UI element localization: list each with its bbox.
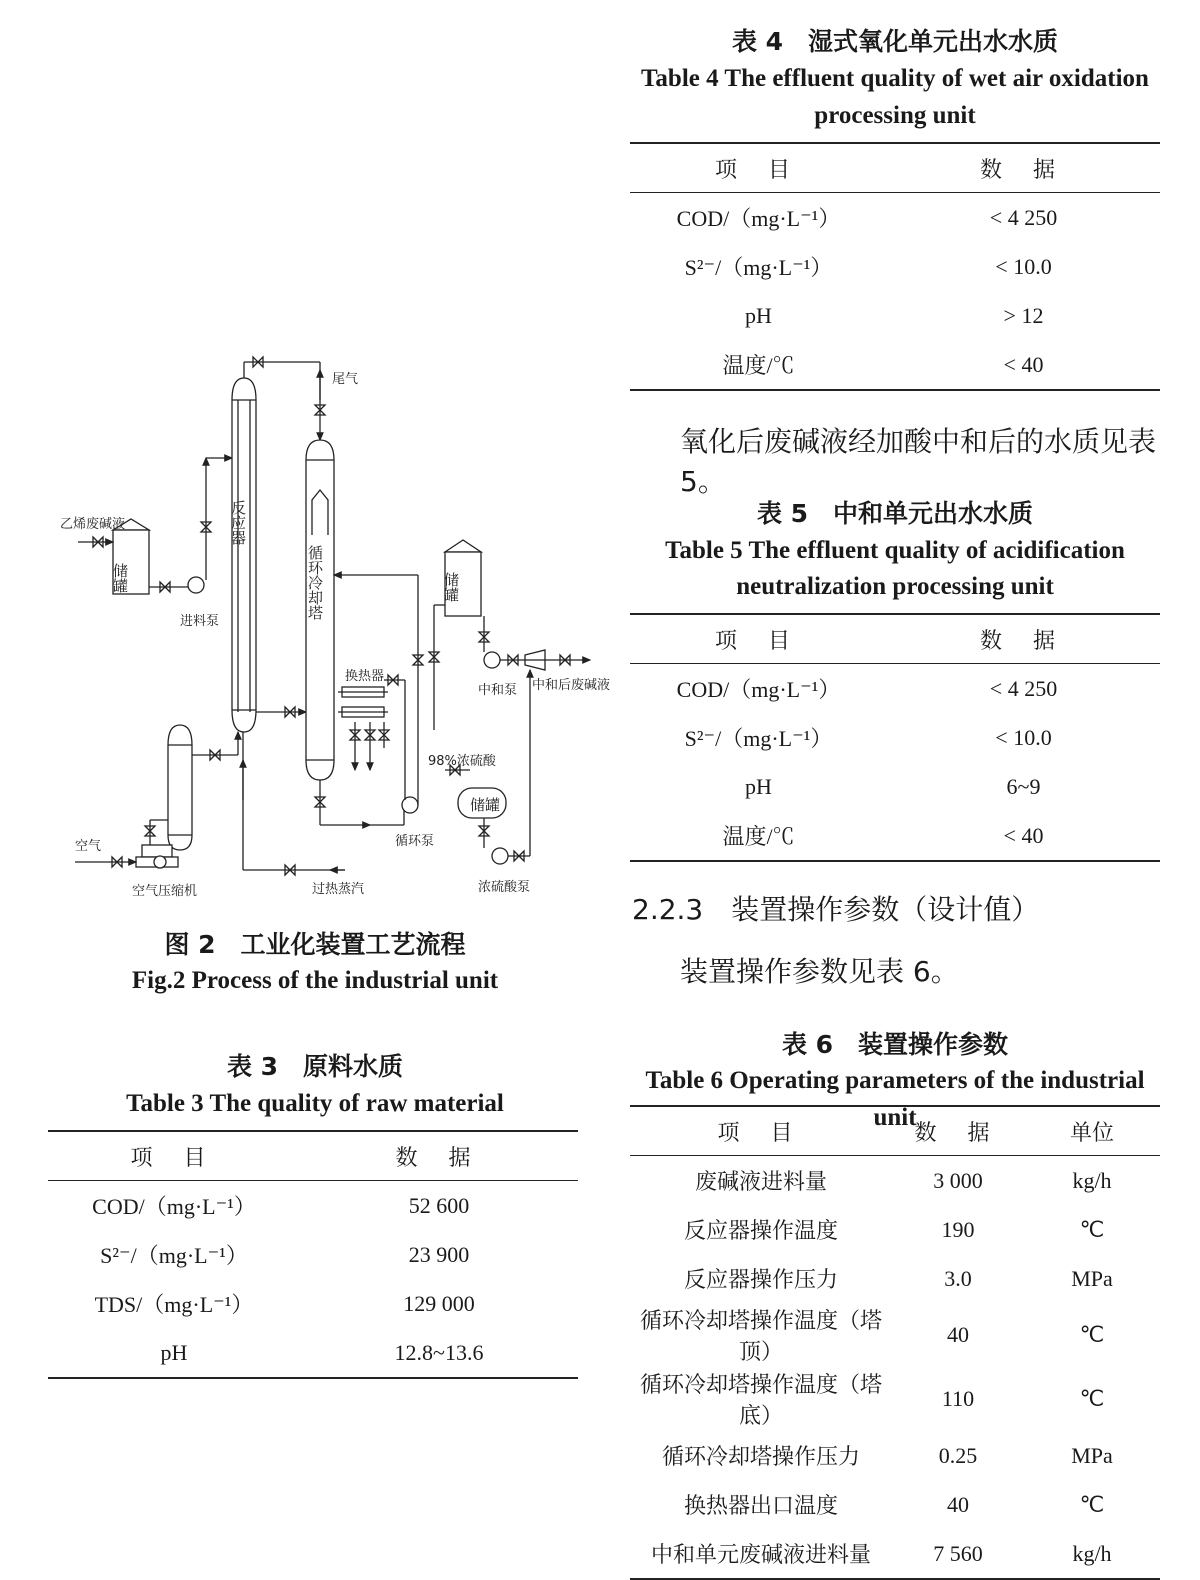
table3-cell: pH [160, 1339, 188, 1365]
table6-caption-en: Table 6 Operating parameters of the industrial unit [645, 1067, 1145, 1131]
table4-caption-en-1: Table 4 The effluent quality of wet air oxidation [641, 65, 1149, 92]
table6-cell: 循环冷却塔操作压力 [661, 1444, 860, 1469]
table5-header-item: 项 目 [630, 614, 887, 664]
air-compressor-label: 空气压缩机 [132, 884, 198, 899]
table6-cell: ℃ [1079, 1386, 1105, 1411]
table5-cell: pH [745, 773, 772, 799]
feed-pump-icon [188, 577, 204, 593]
heat-exchanger [338, 687, 388, 717]
table-row [630, 664, 1160, 714]
table5-cell: COD/（mg·L⁻¹） [676, 677, 841, 702]
table-row [630, 713, 1160, 762]
table3-cell: S²⁻/（mg·L⁻¹） [100, 1243, 248, 1268]
table6-cell: 反应器操作压力 [683, 1267, 838, 1292]
table5-cell: S²⁻/（mg·L⁻¹） [684, 726, 833, 751]
table-row [630, 1303, 1160, 1367]
table-row [630, 193, 1160, 243]
air-compressor [136, 845, 178, 868]
table3-cell: 23 900 [408, 1241, 470, 1267]
acid-tank [458, 788, 506, 818]
table-row [630, 762, 1160, 811]
ethylene-caustic-label: 乙烯废碱液 [60, 517, 126, 532]
table3-caption-en: Table 3 The quality of raw material [126, 1090, 504, 1117]
table5-header-data: 数 据 [887, 614, 1160, 664]
table6-cell: kg/h [1072, 1167, 1112, 1193]
table-row [630, 1367, 1160, 1431]
table6-cell: MPa [1071, 1442, 1113, 1468]
table6-cell: 反应器操作温度 [683, 1218, 838, 1243]
acid-pump-icon [492, 848, 508, 864]
table5-caption-en-2: neutralization processing unit [736, 573, 1054, 600]
table5-cell: 6~9 [1006, 773, 1041, 799]
acid-pump-label: 浓硫酸泵 [478, 880, 531, 895]
table-row [630, 1431, 1160, 1480]
table4-cell: 温度/℃ [722, 353, 795, 378]
table6-header-item: 项 目 [630, 1106, 892, 1156]
tail-gas-label: 尾气 [332, 372, 359, 387]
table3-header-data: 数 据 [300, 1131, 578, 1181]
table3-cell: TDS/（mg·L⁻¹） [94, 1292, 254, 1317]
table6-cell: 3 000 [933, 1167, 983, 1193]
table6-cell: 循环冷却塔操作温度（塔底） [639, 1372, 882, 1428]
feed-pump-label: 进料泵 [180, 614, 220, 629]
table6-cell: 40 [947, 1322, 969, 1347]
table6-cell: ℃ [1079, 1322, 1105, 1347]
table6-cell: 7 560 [933, 1540, 983, 1566]
table-row [630, 291, 1160, 340]
table6-cell: 废碱液进料量 [694, 1169, 827, 1194]
table-row [48, 1279, 578, 1328]
table6-cell: 190 [941, 1216, 975, 1242]
table6-cell: ℃ [1079, 1491, 1105, 1517]
table-row [48, 1230, 578, 1279]
table4-cell: pH [745, 302, 772, 328]
table3-cell: COD/（mg·L⁻¹） [92, 1194, 256, 1219]
table-row [630, 1156, 1160, 1206]
table5-cell: < 40 [1003, 822, 1044, 848]
table5-caption-cn: 表 5 中和单元出水水质 [756, 499, 1034, 528]
table-row [630, 1254, 1160, 1303]
table6-cell: 换热器出口温度 [683, 1493, 838, 1518]
neutralization-tank-label: 储罐 [442, 572, 460, 602]
table6-cell: 中和单元废碱液进料量 [650, 1542, 871, 1567]
heat-exchanger-label: 换热器 [345, 669, 385, 684]
table-row [48, 1328, 578, 1378]
table-row [630, 1205, 1160, 1254]
table3-cell: 12.8~13.6 [394, 1339, 484, 1365]
table3 [48, 1130, 578, 1379]
table3-cell: 129 000 [403, 1290, 475, 1316]
table6 [630, 1105, 1160, 1580]
air-label: 空气 [75, 839, 102, 854]
table4-cell: > 12 [1003, 302, 1044, 328]
steam-label: 过热蒸汽 [312, 882, 365, 897]
neutralization-pump-label: 中和泵 [478, 683, 518, 698]
table4-cell: < 10.0 [995, 253, 1052, 279]
table-row [630, 242, 1160, 291]
reactor [229, 378, 256, 732]
neutralization-pump-icon [484, 652, 500, 668]
table5 [630, 613, 1160, 862]
reactor-label: 反应器 [229, 500, 247, 545]
table6-caption-cn: 表 6 装置操作参数 [781, 1030, 1009, 1059]
cooling-tower-label: 循环冷却塔 [306, 545, 324, 620]
table4-header-data: 数 据 [887, 143, 1160, 193]
table4-caption-cn: 表 4 湿式氧化单元出水水质 [731, 27, 1059, 56]
table3-header-item: 项 目 [48, 1131, 300, 1181]
acid-tank-label: 储罐 [470, 796, 501, 814]
table4-header-item: 项 目 [630, 143, 887, 193]
table4-cell: < 40 [1003, 351, 1044, 377]
acid98-label: 98%浓硫酸 [428, 754, 496, 769]
paragraph-2: 装置操作参数见表 6。 [680, 955, 959, 988]
table3-cell: 52 600 [408, 1192, 470, 1218]
table6-cell: 3.0 [944, 1265, 972, 1291]
neutralization-tank [442, 540, 481, 616]
table3-caption-cn: 表 3 原料水质 [226, 1052, 404, 1081]
table5-cell: < 10.0 [995, 724, 1052, 750]
table6-cell: 110 [941, 1386, 975, 1411]
table4 [630, 142, 1160, 391]
section-heading: 2.2.3 装置操作参数（设计值） [632, 893, 1040, 926]
table5-cell: 温度/℃ [722, 824, 795, 849]
table6-header-unit: 单位 [1024, 1106, 1160, 1156]
table6-cell: 0.25 [938, 1442, 978, 1468]
table4-cell: S²⁻/（mg·L⁻¹） [684, 255, 833, 280]
table-row [48, 1181, 578, 1231]
table-row [630, 340, 1160, 390]
table6-header-data: 数 据 [892, 1106, 1024, 1156]
table4-cell: COD/（mg·L⁻¹） [676, 206, 841, 231]
table-row [630, 1529, 1160, 1579]
table5-caption-en-1: Table 5 The effluent quality of acidification [665, 537, 1125, 564]
air-buffer-vessel [168, 725, 192, 850]
cooling-tower [306, 440, 334, 780]
figure-caption-en: Fig.2 Process of the industrial unit [131, 967, 499, 994]
process-flow-diagram [55, 345, 615, 905]
circulation-pump-label: 循环泵 [395, 834, 435, 849]
feed-tank-label: 储罐 [111, 563, 129, 593]
table6-cell: 40 [947, 1491, 969, 1517]
figure-caption-cn: 图 2 工业化装置工艺流程 [164, 930, 466, 959]
table-row [630, 811, 1160, 861]
paragraph-1: 氧化后废碱液经加酸中和后的水质见表 5。 [680, 425, 1157, 498]
table5-cell: < 4 250 [989, 675, 1058, 701]
table6-cell: MPa [1071, 1265, 1113, 1291]
table6-cell: 循环冷却塔操作温度（塔顶） [639, 1308, 882, 1364]
table4-caption-en-2: processing unit [814, 102, 976, 129]
table6-cell: kg/h [1072, 1540, 1112, 1566]
table4-cell: < 4 250 [989, 204, 1058, 230]
table6-cell: ℃ [1079, 1216, 1105, 1242]
table-row [630, 1480, 1160, 1529]
neutralized-liquid-label: 中和后废碱液 [532, 678, 611, 693]
